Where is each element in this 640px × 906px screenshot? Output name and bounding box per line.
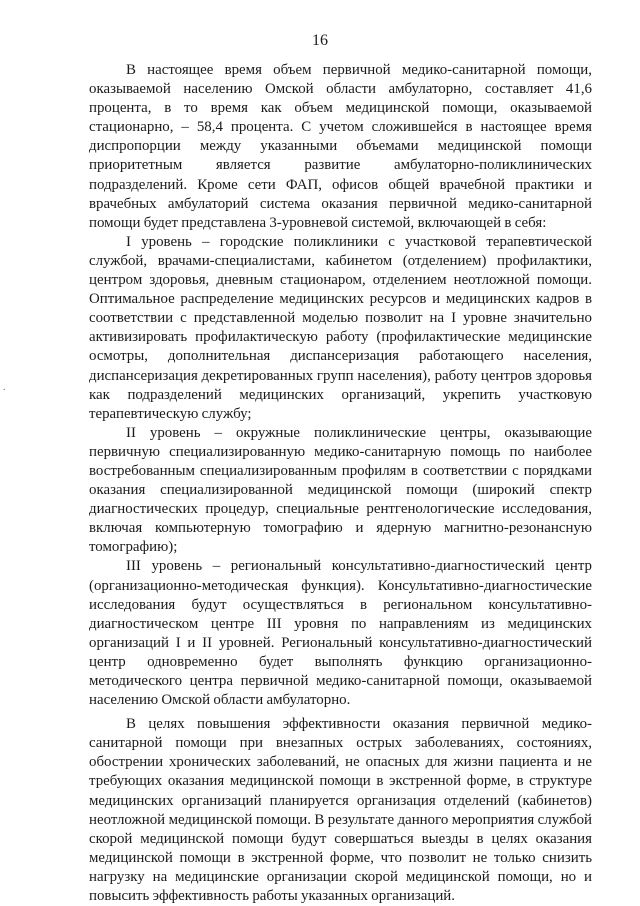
paragraph-level-1: I уровень – городские поликлиники с участковой терапевтической службой, врачами-специалистами, кабинетом (отделением) профилактики, центром здоровья, дневным стационаром, отделением неотложной помощи. Оптимальное распределение медицинских ресурсов и медицинских кадров в соответствии с представленной моделью позволит на I уровне значительно активизировать профилактическую работу (профилактические медицинские осмотры, дополнительная диспансеризация работающего населения, диспансеризация декретированных групп населения), работу центров здоровья как подразделений медицинских организаций, укрепить участковую терапевтическую службу; <box>89 233 592 422</box>
paragraph-intro: В настоящее время объем первичной медико-санитарной помощи, оказываемой населению Омской области амбулаторно, составляет 41,6 процента, в то время как объем медицинской помощи, оказываемой стационарно, – 58,4 процента. С учетом сложившейся в настоящее время диспропорции между указанными объемами медицинской помощи приоритетным является развитие амбулаторно-поликлинических подразделений. Кроме сети ФАП, офисов общей врачебной практики и врачебных амбулаторий система оказания первичной медико-санитарной помощи будет представлена 3-уровневой системой, включающей в себя: <box>89 62 592 231</box>
paragraph-level-3: III уровень – региональный консультативно-диагностический центр (организационно-методическая функция). Консультативно-диагностические исследования будут осуществляться в региональном консультативно-диагностическом центре III уровня по направлениям из медицинских организаций I и II уровней. Региональный консультативно-диагностический центр одновременно будет выполнять функцию организационно-методического центра первичной медико-санитарной помощи, оказываемой населению Омской области амбулаторно. <box>89 558 592 709</box>
paragraph-emergency-care: В целях повышения эффективности оказания первичной медико-санитарной помощи при внезапных острых заболеваниях, состояниях, обострении хронических заболеваний, не опасных для жизни пациента и не требующих оказания медицинской помощи в экстренной форме, в структуре медицинских организаций планируется организация отделений (кабинетов) неотложной медицинской помощи. В результате данного мероприятия службой скорой медицинской помощи будут совершаться выезды в целях оказания медицинской помощи в экстренной форме, что позволит не только снизить нагрузку на медицинские организации скорой медицинской помощи, но и повысить эффективность работы указанных организаций. <box>89 716 592 905</box>
document-body <box>89 61 592 906</box>
page-number: 16 <box>312 32 328 49</box>
paragraph-level-2: II уровень – окружные поликлинические центры, оказывающие первичную специализированную медико-санитарную помощь по наиболее востребованным специализированным профилям в соответствии с порядками оказания специализированной медицинской помощи (широкий спектр диагностических процедур, специальные рентгенологические исследования, включая компьютерную томографию и ядерную магнитно-резонансную томографию); <box>89 424 592 556</box>
margin-mark: . <box>3 382 6 393</box>
